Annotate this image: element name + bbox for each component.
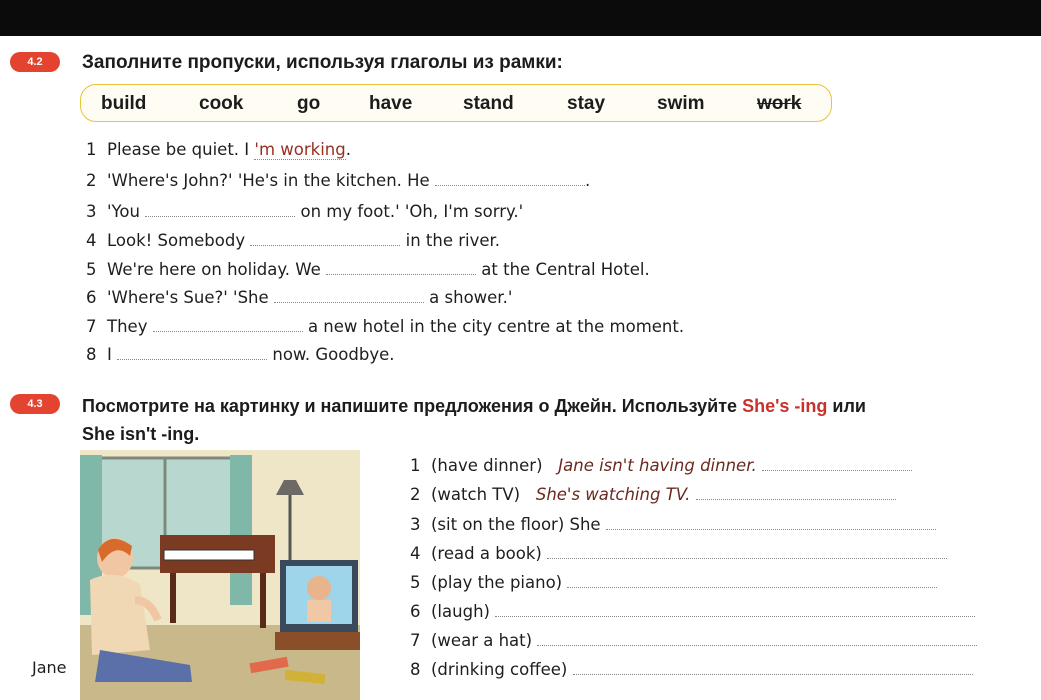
- top-dark-bar: [0, 0, 1041, 36]
- ex1-item-1: 1 Please be quiet. I 'm working.: [86, 140, 351, 159]
- room-drawing: [80, 450, 360, 700]
- ex2-answer-1: Jane isn't having dinner.: [558, 456, 757, 475]
- ex1-item-7: 7 They a new hotel in the city centre at the moment.: [86, 317, 685, 336]
- verb-cook: cook: [199, 93, 244, 114]
- ex1-item-6: 6 'Where's Sue?' 'She a shower.': [86, 288, 513, 307]
- ex1-item-8: 8 I now. Goodbye.: [86, 345, 395, 364]
- verb-have: have: [369, 93, 413, 114]
- verb-swim: swim: [657, 93, 705, 114]
- exercise-badge-1: 4.2: [10, 52, 60, 72]
- verb-work-crossed: work: [757, 93, 802, 114]
- ex2-item-3: 3 (sit on the floor) She: [410, 515, 936, 534]
- ex1-item-5: 5 We're here on holiday. We at the Central Hotel.: [86, 260, 650, 279]
- illustration-jane-room: [80, 450, 360, 700]
- exercise-1-heading: Заполните пропуски, используя глаголы из рамки:: [82, 52, 563, 73]
- exercise-2-heading: Посмотрите на картинку и напишите предложения о Джейн. Используйте She's -ing или She isn't -ing.: [82, 396, 866, 444]
- ex2-item-7: 7 (wear a hat): [410, 631, 977, 650]
- ex2-item-1: 1 (have dinner) Jane isn't having dinner.: [410, 456, 912, 475]
- ex2-item-8: 8 (drinking coffee): [410, 660, 973, 679]
- ex1-item-2: 2 'Where's John?' 'He's in the kitchen. He .: [86, 171, 591, 190]
- ex2-item-2: 2 (watch TV) She's watching TV.: [410, 485, 896, 504]
- ex2-item-6: 6 (laugh): [410, 602, 975, 621]
- ex2-item-5: 5 (play the piano): [410, 573, 937, 592]
- ex1-item-3: 3 'You on my foot.' 'Oh, I'm sorry.': [86, 202, 524, 221]
- exercise-badge-2: 4.3: [10, 394, 60, 414]
- verb-stay: stay: [567, 93, 606, 114]
- verb-go: go: [297, 93, 321, 114]
- ex2-item-4: 4 (read a book): [410, 544, 947, 563]
- ex1-answer-1: 'm working: [254, 140, 346, 159]
- verb-box: [80, 84, 832, 122]
- ex2-answer-2: She's watching TV.: [535, 485, 691, 504]
- verb-stand: stand: [463, 93, 514, 114]
- ex1-item-4: 4 Look! Somebody in the river.: [86, 231, 501, 250]
- caption-jane: Jane: [32, 658, 67, 677]
- verb-build: build: [101, 93, 147, 114]
